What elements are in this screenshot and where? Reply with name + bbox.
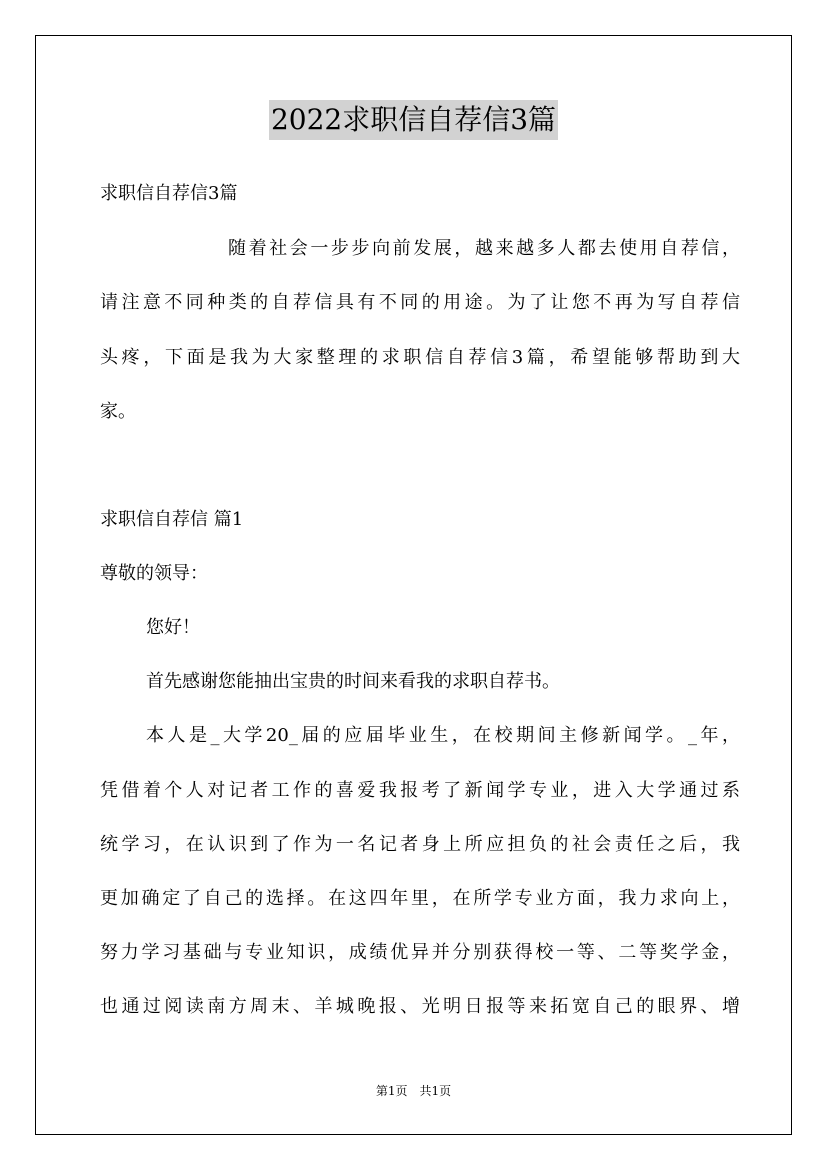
title-wrap bbox=[0, 100, 827, 140]
body-line-4: 更加确定了自己的选择。在这四年里，在所学专业方面，我力求向上， bbox=[100, 888, 740, 909]
section-heading: 求职信自荐信 篇1 bbox=[100, 509, 244, 530]
intro-line-4: 家。 bbox=[100, 401, 136, 422]
intro-line-2: 请注意不同种类的自荐信具有不同的用途。为了让您不再为写自荐信 bbox=[100, 292, 740, 313]
intro-line-1: 随着社会一步步向前发展，越来越多人都去使用自荐信， bbox=[228, 238, 740, 259]
body-line-3: 统学习，在认识到了作为一名记者身上所应担负的社会责任之后，我 bbox=[100, 834, 740, 855]
body-line-5: 努力学习基础与专业知识，成绩优异并分别获得校一等、二等奖学金， bbox=[100, 942, 740, 963]
subtitle: 求职信自荐信3篇 bbox=[100, 183, 238, 204]
document-title: 2022求职信自荐信3篇 bbox=[269, 100, 558, 140]
page-footer: 第1页 共1页 bbox=[375, 1084, 452, 1098]
intro-line-3: 头疼，下面是我为大家整理的求职信自荐信3篇，希望能够帮助到大 bbox=[100, 347, 740, 368]
salutation: 尊敬的领导： bbox=[100, 563, 208, 584]
body-line-2: 凭借着个人对记者工作的喜爱我报考了新闻学专业，进入大学通过系 bbox=[100, 780, 740, 801]
opening-line: 首先感谢您能抽出宝贵的时间来看我的求职自荐书。 bbox=[146, 671, 560, 692]
body-line-1: 本人是_大学20_届的应届毕业生，在校期间主修新闻学。_年， bbox=[146, 725, 740, 746]
greeting: 您好！ bbox=[146, 617, 200, 638]
body-line-6: 也通过阅读南方周末、羊城晚报、光明日报等来拓宽自己的眼界、增 bbox=[100, 996, 740, 1017]
